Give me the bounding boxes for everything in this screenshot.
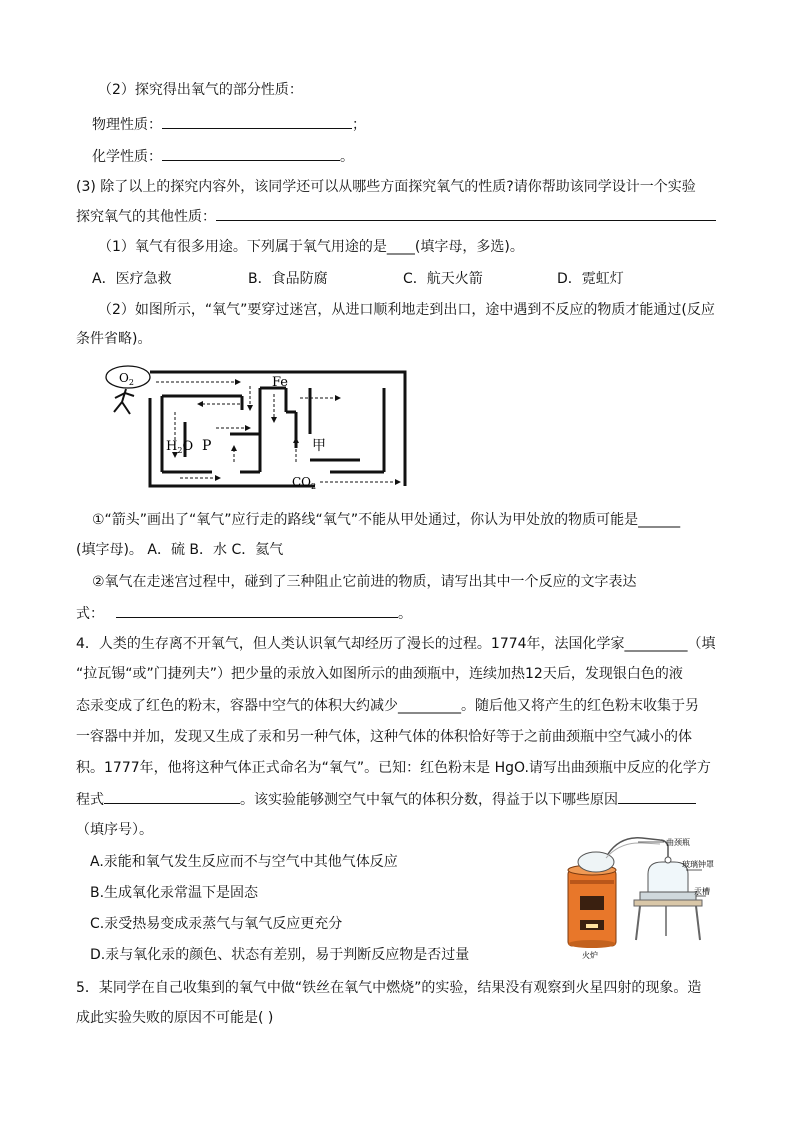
chemical-property-end: 。 <box>340 149 354 165</box>
option-c: C．航天火箭 <box>403 271 483 287</box>
maze-q2-line2 <box>76 603 412 624</box>
q4-line3: 态汞变成了红色的粉末，容器中空气的体积大约减少_________。随后他又将产生的红色粉末收集于另 <box>76 698 699 714</box>
q3-sub3-label: 探究氧气的其他性质： <box>76 209 216 225</box>
q3-sub3-blank[interactable] <box>216 206 716 221</box>
maze-q2-end: 。 <box>398 606 412 622</box>
q4-line1: 4．人类的生存离不开氧气，但人类认识氧气却经历了漫长的过程。1774年，法国化学家_________（填 <box>76 636 716 652</box>
maze-h2o-label: $H_2O$ <box>166 439 194 455</box>
q4-line4: 一容器中并加，发现又生成了汞和另一种气体，这种气体的体积恰好等于之前曲颈瓶中空气减小的体 <box>76 729 692 745</box>
q4-option-c: C.汞受热易变成汞蒸气与氧气反应更充分 <box>90 916 343 932</box>
q4-line5: 积。1777年，他将这种气体正式命名为“氧气”。已知：红色粉末是 HgO.请写出曲颈瓶中反应的化学方 <box>76 760 711 776</box>
q3-sub2-title: （2）探究得出氧气的部分性质： <box>98 82 303 98</box>
maze-co2-label: $CO_2$ <box>292 475 317 491</box>
chemical-property-line <box>92 146 354 167</box>
option-a: A．医疗急救 <box>92 271 172 287</box>
q5-line2: 成此实验失败的原因不可能是( ) <box>76 1010 274 1026</box>
option-b: B．食品防腐 <box>248 271 328 287</box>
mercury-trough <box>640 892 696 900</box>
physical-property-line <box>92 114 366 135</box>
q4-line7: （填序号）。 <box>76 822 153 838</box>
flask-label: 曲颈瓶 <box>666 838 690 847</box>
q4-line6-label: 程式 <box>76 792 104 808</box>
maze-question-line1: （2）如图所示，“氧气”要穿过迷宫，从进口顺利地走到出口，途中遇到不反应的物质才能通过(反应 <box>98 302 715 318</box>
maze-q1-line1: ①“箭头”画出了“氧气”应行走的路线“氧气”不能从甲处通过，你认为甲处放的物质可能是______ <box>92 512 681 528</box>
q4-option-b: B.生成氧化汞常温下是固态 <box>90 885 259 901</box>
chemical-property-label: 化学性质： <box>92 149 162 165</box>
maze-o2-label: $O_2$ <box>119 371 134 387</box>
o2-uses-question: （1）氧气有很多用途。下列属于氧气用途的是____(填字母，多选)。 <box>98 239 524 255</box>
q4-equation-blank[interactable] <box>104 789 240 804</box>
q5-line1: 5．某同学在自己收集到的氧气中做“铁丝在氧气中燃烧”的实验，结果没有观察到火星四射的现象。造 <box>76 980 702 996</box>
trough-label: 汞槽 <box>694 887 710 896</box>
maze-q2-blank[interactable] <box>116 603 398 618</box>
q3-sub3-line1: (3) 除了以上的探究内容外，该同学还可以从哪些方面探究氧气的性质?请你帮助该同学设计一个实验 <box>76 179 696 195</box>
physical-property-label: 物理性质： <box>92 117 162 133</box>
lavoisier-apparatus-figure <box>556 836 720 962</box>
physical-property-end: ； <box>352 117 366 133</box>
maze-q2-label: 式： <box>76 606 104 622</box>
maze-question-line2: 条件省略)。 <box>76 331 152 347</box>
bell-jar-label: 玻璃钟罩 <box>682 860 714 869</box>
furnace-label: 火炉 <box>582 951 598 960</box>
q4-reason-blank[interactable] <box>618 789 696 804</box>
chemical-property-blank[interactable] <box>162 146 340 161</box>
running-figure-icon <box>114 389 134 414</box>
option-d: D．霓虹灯 <box>557 271 624 287</box>
maze-q2-line1: ②氧气在走迷宫过程中，碰到了三种阻止它前进的物质，请写出其中一个反应的文字表达 <box>92 574 637 590</box>
maze-figure <box>100 362 420 494</box>
maze-p-label: P <box>202 438 212 454</box>
q3-sub3-line2 <box>76 206 716 227</box>
maze-q1-line2: (填字母)。 A．硫 B．水 C．氦气 <box>76 542 284 558</box>
physical-property-blank[interactable] <box>162 114 352 129</box>
q4-line6 <box>76 789 696 810</box>
maze-jia-label: 甲 <box>312 438 326 454</box>
q4-option-a: A.汞能和氧气发生反应而不与空气中其他气体反应 <box>90 854 398 870</box>
maze-fe-label: Fe <box>272 375 289 390</box>
q4-line2: “拉瓦锡“或”门捷列夫”）把少量的汞放入如图所示的曲颈瓶中，连续加热12天后，发现银白色的液 <box>76 666 683 682</box>
q4-line6-text: 。该实验能够测空气中氧气的体积分数，得益于以下哪些原因 <box>240 792 618 808</box>
q4-option-d: D.汞与氧化汞的颜色、状态有差别，易于判断反应物是否过量 <box>90 947 470 963</box>
